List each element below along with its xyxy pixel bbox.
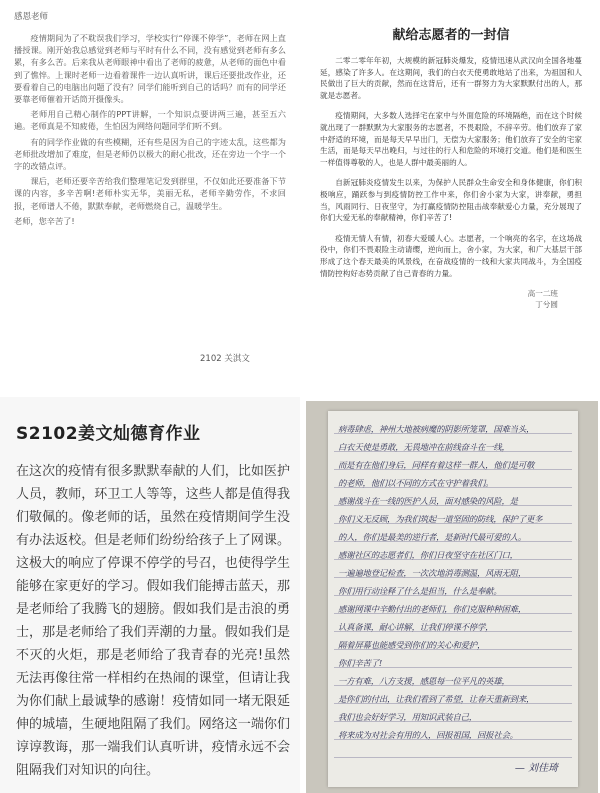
handwritten-line: 白衣天使是勇敢，无畏地冲在前线奋斗在一线， <box>338 442 510 452</box>
signature-name: 丁兮圆 <box>535 300 558 310</box>
paragraph: 疫情无情人有情，初春大爱暖人心。志愿者，一个响亮的名字，在这场战役中，你们不畏艰险主动请缨，逆向而上，舍小家，为大家，和广大基层干部形成了这个春天最美的风景线，在奋战疫情的一线和大家共同战斗，为全国疫情防控构好态势贡献了自己青春的力量。 <box>320 233 582 278</box>
salutation: 感恩老师 <box>14 12 49 22</box>
handwritten-line: 一遍遍地登记检查，一次次地消毒测温，风雨无阻， <box>338 568 527 578</box>
handwritten-line: 将来成为对社会有用的人，回报祖国，回报社会。 <box>338 730 518 740</box>
handwritten-line: 是你们的付出，让我们看到了希望，让春天重新到来， <box>338 694 535 704</box>
paragraph: 疫情期间，大多数人选择宅在家中与外面危险的环境隔绝，而在这个时候就出现了一群默默为大家服务的志愿者，不畏艰险，不辞辛劳。他们放弃了家中舒适的环境，而是每天早早出门，无偿为大家服务；他们放弃了安全的宅家生活，而是每天早出晚归，与过往的行人和危险的环境打交道。他们是和医生一样值得尊敬的人，也是人群中最美丽的人。 <box>320 111 582 167</box>
paragraph: 有的同学作业做的有些模糊，还有些是因为自己的字迹太乱，这些都为老师批改增加了难度，但是老师仍以极大的耐心批改，还在旁边一个字一个字的改错点评。 <box>14 136 286 172</box>
handwritten-line: 你们用行动诠释了什么是担当，什么是奉献。 <box>338 586 502 596</box>
handwritten-line: 的老师，他们以不同的方式在守护着我们。 <box>338 478 494 488</box>
handwritten-line: 隔着屏幕也能感受到你们的关心和爱护， <box>338 640 486 650</box>
handwritten-line: 认真备课，耐心讲解，让我们停课不停学， <box>338 622 494 632</box>
paragraph: 二零二零年年初，大规模的新冠肺炎爆发，疫情迅速从武汉向全国各地蔓延，感染了许多人。在这期间，我们的白衣天使勇敢地站了出来，为祖国和人民做出了巨大的贡献，然而在这背后，还有一群努力为大家默默付出的人，那就是志愿者。 <box>320 56 582 100</box>
paragraph: 课后，老师还要辛苦给我们整理笔记发到群里，不仅如此还要准备下节课的内容，多辛苦啊!老师朴实无华，美丽无私，老师辛勤劳作，不求回报，老师谱人不倦，默默奉献，老师燃烧自己，温暖学生。 <box>14 176 286 211</box>
letter-thank-teacher <box>0 0 300 395</box>
handwritten-line: 你们辛苦了! <box>338 658 383 668</box>
closing-line: 老师，您辛苦了! <box>14 215 75 226</box>
handwritten-signature: — 刘佳琦 <box>514 763 558 774</box>
handwritten-line: 感谢社区的志愿者们，你们日夜坚守在社区门口， <box>338 550 518 560</box>
handwritten-line: 我们也会好好学习，用知识武装自己， <box>338 712 477 722</box>
handwritten-letter-photo <box>306 401 598 793</box>
essay-title: S2102姜文灿德育作业 <box>16 424 201 444</box>
homework-essay <box>0 397 300 793</box>
paragraph: 疫情期间为了不耽误我们学习，学校实行“停课不停学”，老师在网上直播授课。刚开始我总感觉到老师与平时有什么不同，没有感觉到老师有多么累，有多么苦。后来我从老师眼神中看出了老师的疲惫，从老师的面色中看到了憔悴。上课时老师一边看着课件一边认真听讲，课后还要批改作业，还要看着自己的电脑出问题了没有？同学们能听到自己的话吗？而有的同学还要靠老师催着开话筒开摄像头。 <box>14 33 286 105</box>
paragraph: 老师用自己精心制作的PPT讲解，一个知识点要讲两三遍，甚至五六遍。老师真是不知疲倦，生怕因为网络问题同学们听不到。 <box>14 109 286 132</box>
handwritten-line: 而是有在他们身后，同样有着这样一群人，他们是可敬 <box>338 460 535 470</box>
handwritten-line: 感谢网课中辛勤付出的老师们，你们克服种种困难， <box>338 604 527 614</box>
signature-class: 高一二班 <box>527 289 558 299</box>
handwritten-line: 一方有难，八方支援，感恩每一位平凡的英雄， <box>338 676 510 686</box>
essay-body: 在这次的疫情有很多默默奉献的人们，比如医护人员，教师，环卫工人等等，这些人都是值得我们敬佩的。像老师的话，虽然在疫情期间学生没有办法返校。但是老师们纷纷给孩子上了网课。这极大的响应了停课不停学的号召，也使得学生能够在家更好的学习。假如我们能搏击蓝天，那是老师给了我腾飞的翅膀。假如我们是击浪的勇士，那是老师给了我们弄潮的力量。假如我们是不灭的火炬，那是老师给了我青春的光亮!虽然无法再像往常一样相约在热闹的课堂，但请让我为你们献上最诚挚的感谢！疫情如同一堵无限延伸的城墙，生硬地阻隔了我们。网络这一端你们谆谆教诲，那一端我们认真听讲，疫情永远不会阻隔我们对知识的向往。 <box>16 464 290 778</box>
handwritten-line: 病毒肆虐，神州大地被病魔的阴影所笼罩，国难当头， <box>338 424 535 434</box>
letter-title: 献给志愿者的一封信 <box>392 28 510 43</box>
paper-sheet <box>328 411 578 787</box>
letter-to-volunteers <box>300 0 600 395</box>
handwritten-line: 感谢战斗在一线的医护人员，面对感染的风险，是 <box>338 496 518 506</box>
handwritten-line: 的人，你们是最美的逆行者，是新时代最可爱的人。 <box>338 532 527 542</box>
paragraph: 自新冠肺炎疫情发生以来，为保护人民群众生命安全和身体健康，你们积极响应，踊跃参与到疫情防控工作中来，你们舍小家为大家，讲奉献，勇担当，风雨同行、日夜坚守，为打赢疫情防控阻击战奉献爱心力量，充分展现了你们大爱无私的奉献精神，你们辛苦了! <box>320 178 582 223</box>
author-footer: 2102 关淇文 <box>200 354 250 364</box>
handwritten-line: 你们义无反顾，为我们筑起一道坚固的防线，保护了更多 <box>338 514 543 524</box>
ruled-line <box>334 757 572 758</box>
